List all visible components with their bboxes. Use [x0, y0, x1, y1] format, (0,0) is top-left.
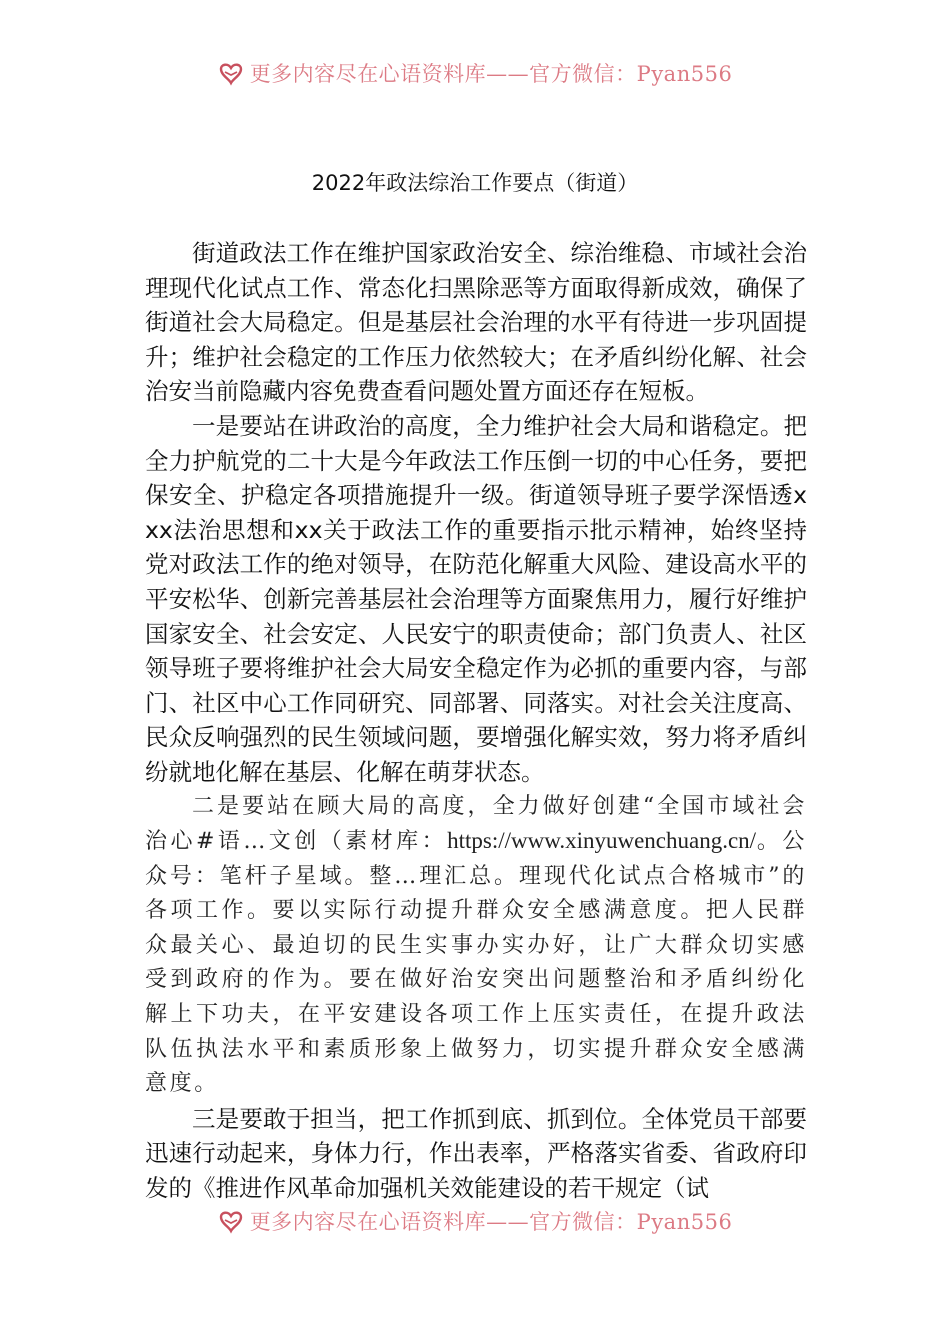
document-body	[145, 236, 807, 1206]
paragraph-point-two-rest: 。公众号：笔杆子星域。整…理汇总。理现代化试点合格城市”的各项工作。要以实际行动提升群众安全感满意度。把人民群众最关心、最迫切的民生实事办实办好，让广大群众切实感受到政府的作为。要在做好治安突出问题整治和矛盾纠纷化解上下功夫，在平安建设各项工作上压实责任，在提升政法队伍执法水平和素质形象上做努力，切实提升群众安全感满意度。	[145, 829, 808, 1097]
watermark-banner-top	[0, 56, 950, 90]
watermark-banner-bottom	[0, 1204, 950, 1238]
paragraph-intro: 街道政法工作在维护国家政治安全、综治维稳、市域社会治理现代化试点工作、常态化扫黑除恶等方面取得新成效，确保了街道社会大局稳定。但是基层社会治理的水平有待进一步巩固提升；维护社会稳定的工作压力依然较大；在矛盾纠纷化解、社会治安当前隐藏内容免费查看问题处置方面还存在短板。	[145, 239, 807, 406]
paragraph-point-two-lead: 二是要站在顾大局的高度，全力做好创建“全国市域社会治心#语…文创（素材库：	[145, 793, 807, 855]
paragraph-point-one: 一是要站在讲政治的高度，全力维护社会大局和谐稳定。把全力护航党的二十大是今年政法工作压倒一切的中心任务，要把保安全、护稳定各项措施提升一级。街道领导班子要学深悟透xxx法治思想和xx关于政法工作的重要指示批示精神，始终坚持党对政法工作的绝对领导，在防范化解重大风险、建设高水平的平安松华、创新完善基层社会治理等方面聚焦用力，履行好维护国家安全、社会安定、人民安宁的职责使命；部门负责人、社区领导班子要将维护社会大局安全稳定作为必抓的重要内容，与部门、社区中心工作同研究、同部署、同落实。对社会关注度高、民众反响强烈的民生领域问题，要增强化解实效，努力将矛盾纠纷就地化解在基层、化解在萌芽状态。	[145, 411, 807, 786]
paragraph-point-three: 三是要敢于担当，把工作抓到底、抓到位。全体党员干部要迅速行动起来，身体力行，作出表率，严格落实省委、省政府印发的《推进作风革命加强机关效能建设的若干规定（试	[145, 1104, 807, 1203]
heart-book-logo-icon	[218, 1208, 244, 1234]
paragraph-point-two	[145, 790, 807, 1102]
paragraph-point-two-url: https://www.xinyuwenchuang.cn/	[447, 828, 757, 854]
heart-book-logo-icon	[218, 60, 244, 86]
page-title: 2022年政法综治工作要点（街道）	[311, 171, 639, 195]
watermark-text: 更多内容尽在心语资料库——官方微信：Pyan556	[249, 1210, 733, 1234]
watermark-text: 更多内容尽在心语资料库——官方微信：Pyan556	[249, 62, 733, 86]
